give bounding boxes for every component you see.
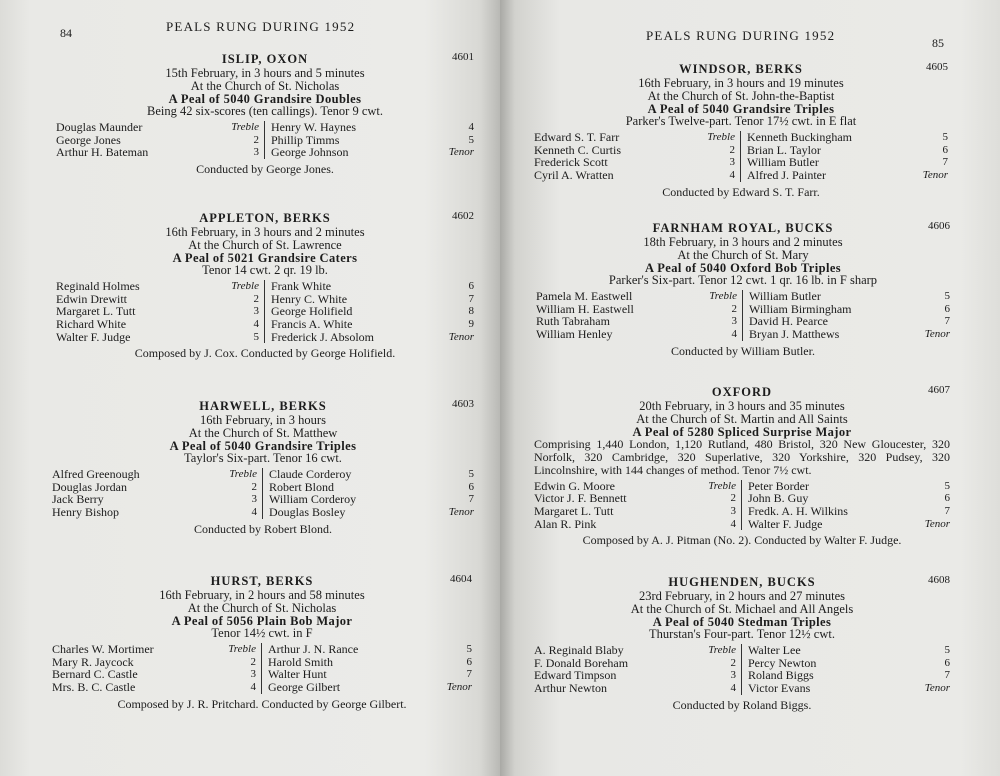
- peal-detail: 16th February, in 2 hours and 58 minutes: [159, 588, 365, 602]
- ringers-table: [56, 121, 474, 159]
- ringer-row: [56, 146, 259, 159]
- ringer-name: Mary R. Jaycock: [52, 654, 134, 669]
- ringer-name: Percy Newton: [748, 655, 817, 670]
- peal-number: 4603: [452, 398, 474, 410]
- bell-number: 2: [730, 656, 736, 669]
- bell-number: 6: [466, 655, 472, 668]
- bell-number: 7: [468, 292, 474, 305]
- ringer-row: [56, 280, 259, 293]
- ringer-name: Francis A. White: [271, 316, 353, 331]
- ringer-name: Walter Hunt: [268, 667, 327, 682]
- peal-place: OXFORD: [711, 385, 773, 399]
- ringer-row: [52, 506, 257, 519]
- ringers-left-column: [534, 644, 742, 694]
- bell-number: 7: [468, 493, 474, 506]
- ringer-row: [748, 682, 950, 695]
- peal-record: [536, 220, 950, 358]
- ringer-name: Jack Berry: [52, 492, 104, 507]
- bell-number: 5: [468, 133, 474, 146]
- ringer-name: William Butler: [747, 155, 819, 170]
- ringer-name: George Johnson: [271, 145, 349, 160]
- ringers-left-column: [536, 290, 743, 340]
- ringer-name: Alfred J. Painter: [747, 167, 826, 182]
- ringer-row: [52, 643, 256, 656]
- bell-number: 4: [729, 168, 735, 181]
- ringer-name: Arthur J. N. Rance: [268, 642, 359, 657]
- ringers-left-column: [56, 121, 265, 159]
- peal-place: APPLETON, BERKS: [199, 211, 331, 225]
- ringer-row: [534, 505, 736, 518]
- ringer-name: George Gilbert: [268, 679, 341, 694]
- bell-number: 2: [731, 302, 737, 315]
- bell-number: Treble: [708, 479, 736, 492]
- bell-number: Treble: [229, 468, 257, 481]
- bell-number: Tenor: [922, 168, 948, 181]
- bell-number: 2: [251, 480, 257, 493]
- ringers-right-column: [265, 280, 474, 343]
- peal-method: A Peal of 5040 Stedman Triples: [652, 614, 832, 629]
- ringer-name: George Holifield: [271, 304, 353, 319]
- ringer-name: Victor J. F. Bennett: [534, 491, 627, 506]
- ringer-row: [271, 146, 474, 159]
- peal-number: 4602: [452, 210, 474, 222]
- ringer-name: Robert Blond: [269, 479, 334, 494]
- bell-number: Treble: [228, 643, 256, 656]
- bell-number: Treble: [231, 121, 259, 134]
- bell-number: Tenor: [924, 681, 950, 694]
- ringer-row: [534, 644, 736, 657]
- ringer-name: William Butler: [749, 289, 821, 304]
- peal-detail: Tenor 14½ cwt. in F: [211, 626, 313, 641]
- bell-number: 5: [944, 479, 950, 492]
- ringer-name: David H. Pearce: [749, 314, 828, 329]
- peal-detail: Taylor's Six-part. Tenor 16 cwt.: [184, 451, 342, 466]
- peal-detail: Tenor 14 cwt. 2 qr. 19 lb.: [202, 263, 328, 278]
- peal-number: 4607: [928, 384, 950, 396]
- ringers-table: [52, 643, 472, 693]
- peal-footer: Conducted by Robert Blond.: [194, 521, 332, 536]
- bell-number: 5: [468, 468, 474, 481]
- peal-detail: 15th February, in 3 hours and 5 minutes: [165, 66, 365, 80]
- peal-method: A Peal of 5280 Spliced Surprise Major: [632, 424, 852, 439]
- bell-number: Tenor: [448, 505, 474, 518]
- ringers-right-column: [263, 468, 474, 518]
- ringer-name: Walter Lee: [748, 643, 801, 658]
- bell-number: 7: [466, 668, 472, 681]
- running-head-left: PEALS RUNG DURING 1952: [166, 19, 356, 34]
- ringer-row: [268, 643, 472, 656]
- bell-number: 4: [730, 517, 736, 530]
- ringer-row: [271, 331, 474, 344]
- peal-method: A Peal of 5056 Plain Bob Major: [171, 613, 353, 628]
- bell-number: 8: [468, 305, 474, 318]
- peal-detail: Thurstan's Four-part. Tenor 12½ cwt.: [649, 627, 835, 642]
- bell-number: Tenor: [448, 330, 474, 343]
- ringer-name: Douglas Maunder: [56, 120, 143, 135]
- ringer-name: Edwin Drewitt: [56, 291, 127, 306]
- bell-number: 6: [468, 480, 474, 493]
- peal-record: [52, 398, 474, 536]
- ringer-name: Henry W. Haynes: [271, 120, 356, 135]
- ringer-name: John B. Guy: [748, 491, 809, 506]
- peal-detail: 20th February, in 3 hours and 35 minutes: [639, 399, 845, 413]
- ringer-name: A. Reginald Blaby: [534, 643, 624, 658]
- ringer-name: Reginald Holmes: [56, 279, 140, 294]
- peal-footer: Conducted by Edward S. T. Farr.: [662, 184, 820, 199]
- bell-number: Treble: [709, 290, 737, 303]
- peal-record: [534, 574, 950, 712]
- peal-detail: Parker's Twelve-part. Tenor 17½ cwt. in E flat: [625, 114, 857, 129]
- peal-method: A Peal of 5021 Grandsire Caters: [172, 250, 358, 265]
- peal-place: HUGHENDEN, BUCKS: [668, 575, 816, 589]
- ringer-name: Edward Timpson: [534, 668, 617, 683]
- bell-number: 4: [730, 681, 736, 694]
- ringer-name: Roland Biggs: [748, 668, 814, 683]
- bell-number: 3: [253, 146, 259, 159]
- ringer-row: [747, 169, 948, 182]
- ringers-table: [52, 468, 474, 518]
- ringer-name: Edwin G. Moore: [534, 478, 615, 493]
- ringer-row: [56, 318, 259, 331]
- peal-place: HARWELL, BERKS: [199, 399, 327, 413]
- ringers-right-column: [265, 121, 474, 159]
- ringer-row: [52, 468, 257, 481]
- peal-footer: Composed by A. J. Pitman (No. 2). Conducted by Walter F. Judge.: [582, 533, 902, 548]
- peal-record: [52, 573, 472, 711]
- ringer-row: [748, 505, 950, 518]
- bell-number: 5: [944, 644, 950, 657]
- ringer-name: William H. Eastwell: [536, 301, 634, 316]
- bell-number: 4: [731, 327, 737, 340]
- ringer-name: Cyril A. Wratten: [534, 167, 614, 182]
- peal-number: 4601: [452, 51, 474, 63]
- ringers-right-column: [743, 290, 950, 340]
- ringer-row: [534, 682, 736, 695]
- ringer-name: Kenneth C. Curtis: [534, 142, 621, 157]
- ringers-right-column: [262, 643, 472, 693]
- peal-record: [534, 61, 948, 199]
- ringers-left-column: [534, 480, 742, 530]
- peal-number: 4608: [928, 574, 950, 586]
- peal-detail: At the Church of St. Mary: [677, 247, 809, 262]
- bell-number: 3: [253, 305, 259, 318]
- peal-footer: Composed by J. R. Pritchard. Conducted by George Gilbert.: [117, 696, 407, 711]
- peal-detail: 18th February, in 3 hours and 2 minutes: [643, 235, 843, 249]
- running-head-right: PEALS RUNG DURING 1952: [646, 28, 836, 43]
- ringers-left-column: [52, 468, 263, 518]
- bell-number: Treble: [707, 131, 735, 144]
- peal-detail: At the Church of St. Martin and All Saints: [636, 411, 848, 426]
- bell-number: Tenor: [924, 327, 950, 340]
- ringer-name: Henry Bishop: [52, 504, 119, 519]
- peal-composition: Comprising 1,440 London, 1,120 Rutland, 480 Bristol, 320 New Gloucester, 320 Norfolk, 320 Cambridge, 320 Superlative, 320 Yorkshire, 320 Pudsey, 320 Lincolnshire, with 144 changes of method. Tenor 7½ cwt.: [534, 437, 950, 477]
- ringer-row: [536, 328, 737, 341]
- bell-number: 5: [466, 643, 472, 656]
- bell-number: 4: [253, 317, 259, 330]
- ringer-name: Alfred Greenough: [52, 467, 140, 482]
- peal-detail: At the Church of St. Nicholas: [190, 78, 340, 93]
- bell-number: 4: [251, 505, 257, 518]
- ringers-table: [534, 644, 950, 694]
- peal-footer: Composed by J. Cox. Conducted by George Holifield.: [134, 346, 396, 361]
- bell-number: 6: [468, 280, 474, 293]
- peal-footer: Conducted by George Jones.: [196, 161, 334, 176]
- ringer-name: Bernard C. Castle: [52, 667, 138, 682]
- bell-number: 2: [253, 133, 259, 146]
- peal-detail: At the Church of St. Nicholas: [187, 600, 337, 615]
- ringer-name: Edward S. T. Farr: [534, 130, 620, 145]
- ringer-name: Douglas Bosley: [269, 504, 346, 519]
- bell-number: Treble: [708, 644, 736, 657]
- ringer-name: Kenneth Buckingham: [747, 130, 852, 145]
- ringer-row: [271, 280, 474, 293]
- ringers-left-column: [56, 280, 265, 343]
- bell-number: 7: [944, 315, 950, 328]
- ringer-name: Arthur Newton: [534, 680, 607, 695]
- ringer-name: Frederick J. Absolom: [271, 329, 374, 344]
- peal-place: ISLIP, OXON: [221, 52, 309, 66]
- folio-right: 85: [932, 36, 944, 50]
- ringer-row: [52, 681, 256, 694]
- peal-record: [534, 384, 950, 547]
- ringer-row: [534, 169, 735, 182]
- ringers-right-column: [742, 644, 950, 694]
- bell-number: 3: [250, 668, 256, 681]
- peal-place: FARNHAM ROYAL, BUCKS: [652, 221, 834, 235]
- bell-number: 7: [944, 669, 950, 682]
- peal-detail: 23rd February, in 2 hours and 27 minutes: [638, 589, 846, 603]
- ringer-row: [56, 121, 259, 134]
- ringer-name: Walter F. Judge: [748, 516, 823, 531]
- ringer-name: Mrs. B. C. Castle: [52, 679, 136, 694]
- ringer-name: Ruth Tabraham: [536, 314, 610, 329]
- ringer-row: [269, 468, 474, 481]
- ringer-row: [534, 518, 736, 531]
- ringers-right-column: [741, 131, 948, 181]
- bell-number: 3: [729, 156, 735, 169]
- ringer-name: Margaret L. Tutt: [56, 304, 136, 319]
- ringer-row: [536, 290, 737, 303]
- bell-number: 3: [730, 669, 736, 682]
- ringers-left-column: [52, 643, 262, 693]
- ringer-name: Margaret L. Tutt: [534, 503, 614, 518]
- ringer-name: William Henley: [536, 326, 613, 341]
- ringer-row: [269, 506, 474, 519]
- peal-detail: Being 42 six-scores (ten callings). Tenor 9 cwt.: [147, 104, 383, 119]
- bell-number: 5: [944, 290, 950, 303]
- ringer-name: Peter Border: [748, 478, 809, 493]
- ringer-row: [747, 131, 948, 144]
- bell-number: 2: [250, 655, 256, 668]
- ringer-name: Pamela M. Eastwell: [536, 289, 633, 304]
- peal-method: A Peal of 5040 Grandsire Doubles: [168, 91, 362, 106]
- ringer-name: Walter F. Judge: [56, 329, 131, 344]
- peal-number: 4604: [450, 573, 472, 585]
- bell-number: 5: [942, 131, 948, 144]
- ringer-name: Claude Corderoy: [269, 467, 352, 482]
- bell-number: Tenor: [446, 680, 472, 693]
- bell-number: 3: [730, 504, 736, 517]
- ringers-table: [534, 131, 948, 181]
- ringers-table: [536, 290, 950, 340]
- peal-detail: Parker's Six-part. Tenor 12 cwt. 1 qr. 16 lb. in F sharp: [608, 273, 878, 288]
- peal-detail: 16th February, in 3 hours and 2 minutes: [165, 225, 365, 239]
- peal-number: 4605: [926, 61, 948, 73]
- bell-number: 2: [730, 492, 736, 505]
- peal-footer: Conducted by William Butler.: [671, 343, 815, 358]
- ringer-row: [56, 331, 259, 344]
- bell-number: Tenor: [448, 146, 474, 159]
- peal-record: [56, 210, 474, 360]
- peal-detail: 16th February, in 3 hours and 19 minutes: [638, 76, 844, 90]
- peal-method: A Peal of 5040 Grandsire Triples: [647, 101, 835, 116]
- ringer-name: Richard White: [56, 316, 127, 331]
- peal-footer: Conducted by Roland Biggs.: [672, 697, 812, 712]
- bell-number: 4: [250, 680, 256, 693]
- right-page: [500, 0, 1000, 776]
- bell-number: 6: [944, 656, 950, 669]
- ringer-name: Frederick Scott: [534, 155, 608, 170]
- bell-number: 9: [468, 317, 474, 330]
- ringer-name: Arthur H. Bateman: [56, 145, 149, 160]
- folio-left: 84: [60, 26, 72, 40]
- bell-number: 7: [944, 504, 950, 517]
- ringer-name: Harold Smith: [268, 654, 333, 669]
- bell-number: 6: [944, 302, 950, 315]
- ringers-table: [56, 280, 474, 343]
- peal-method: A Peal of 5040 Grandsire Triples: [169, 438, 357, 453]
- ringer-name: Bryan J. Matthews: [749, 326, 840, 341]
- bell-number: 3: [251, 493, 257, 506]
- bell-number: Treble: [231, 280, 259, 293]
- bell-number: 2: [253, 292, 259, 305]
- bell-number: 4: [468, 121, 474, 134]
- ringer-row: [271, 318, 474, 331]
- bell-number: Tenor: [924, 517, 950, 530]
- peal-detail: 16th February, in 3 hours: [200, 413, 326, 427]
- ringer-name: Brian L. Taylor: [747, 142, 821, 157]
- ringer-name: Fredk. A. H. Wilkins: [748, 503, 848, 518]
- bell-number: 2: [729, 143, 735, 156]
- ringer-name: Alan R. Pink: [534, 516, 597, 531]
- ringer-name: William Corderoy: [269, 492, 357, 507]
- bell-number: 5: [253, 330, 259, 343]
- ringer-name: F. Donald Boreham: [534, 655, 629, 670]
- bell-number: 6: [944, 492, 950, 505]
- peal-detail: At the Church of St. Matthew: [188, 425, 338, 440]
- peal-detail: At the Church of St. Lawrence: [188, 237, 342, 252]
- ringer-row: [268, 681, 472, 694]
- peal-place: WINDSOR, BERKS: [679, 62, 803, 76]
- peal-record: [56, 51, 474, 176]
- ringer-row: [749, 290, 950, 303]
- ringer-name: Victor Evans: [748, 680, 811, 695]
- ringers-left-column: [534, 131, 741, 181]
- ringer-row: [271, 121, 474, 134]
- peal-detail: At the Church of St. John-the-Baptist: [647, 88, 835, 103]
- ringer-row: [748, 644, 950, 657]
- ringers-right-column: [742, 480, 950, 530]
- ringer-name: Douglas Jordan: [52, 479, 127, 494]
- peal-place: HURST, BERKS: [210, 574, 314, 588]
- ringer-row: [748, 518, 950, 531]
- bell-number: 7: [942, 156, 948, 169]
- ringer-name: William Birmingham: [749, 301, 852, 316]
- ringer-row: [749, 328, 950, 341]
- ringer-name: George Jones: [56, 132, 121, 147]
- peal-number: 4606: [928, 220, 950, 232]
- bell-number: 6: [942, 143, 948, 156]
- ringer-name: Frank White: [271, 279, 332, 294]
- ringer-name: Phillip Timms: [271, 132, 340, 147]
- ringer-row: [534, 131, 735, 144]
- peal-detail: At the Church of St. Michael and All Angels: [630, 601, 854, 616]
- peal-method: A Peal of 5040 Oxford Bob Triples: [644, 260, 842, 275]
- ringer-name: Charles W. Mortimer: [52, 642, 154, 657]
- ringer-name: Henry C. White: [271, 291, 348, 306]
- ringers-table: [534, 480, 950, 530]
- bell-number: 3: [731, 315, 737, 328]
